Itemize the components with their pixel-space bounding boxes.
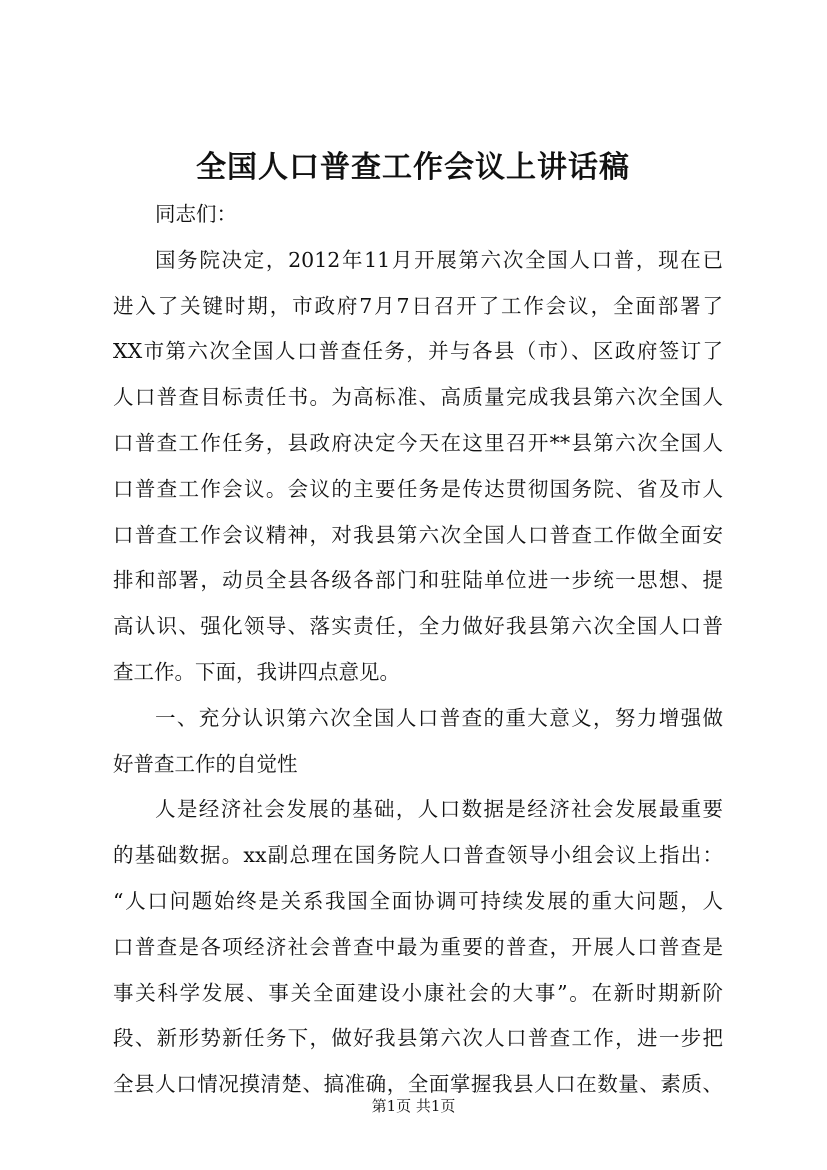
section-heading-line: 一、充分认识第六次全国人口普查的重大意义，努力增强做	[155, 705, 723, 730]
paragraph-line: 国务院决定，2012年11月开展第六次全国人口普，现在已	[155, 247, 723, 272]
salutation: 同志们：	[155, 202, 237, 226]
document-title: 全国人口普查工作会议上讲话稿	[196, 150, 630, 185]
paragraph-line: 进入了关键时期，市政府7月7日召开了工作会议，全面部署了	[113, 293, 723, 318]
paragraph-line: 的基础数据。xx副总理在国务院人口普查领导小组会议上指出：	[113, 843, 723, 868]
paragraph-line: 查工作。下面，我讲四点意见。	[113, 659, 400, 684]
paragraph-line: 口普查是各项经济社会普查中最为重要的普查，开展人口普查是	[113, 934, 723, 959]
paragraph-line: 口普查工作会议。会议的主要任务是传达贯彻国务院、省及市人	[113, 476, 723, 501]
paragraph-line: 口普查工作任务，县政府决定今天在这里召开**县第六次全国人	[113, 430, 723, 455]
paragraph-line: XX市第六次全国人口普查任务，并与各县（市）、区政府签订了	[113, 339, 723, 364]
page-number: 第1页 共1页	[371, 1097, 456, 1115]
paragraph-line: 人口普查目标责任书。为高标准、高质量完成我县第六次全国人	[113, 385, 723, 410]
paragraph-line: 段、新形势新任务下，做好我县第六次人口普查工作，进一步把	[113, 1026, 723, 1051]
paragraph-line: 人是经济社会发展的基础，人口数据是经济社会发展最重要	[155, 797, 723, 822]
section-heading-line: 好普查工作的自觉性	[113, 751, 298, 776]
paragraph-line: 事关科学发展、事关全面建设小康社会的大事”。在新时期新阶	[113, 980, 723, 1005]
document-body	[113, 192, 723, 1108]
paragraph-line: 口普查工作会议精神，对我县第六次全国人口普查工作做全面安	[113, 522, 723, 547]
paragraph-line: 排和部署，动员全县各级各部门和驻陆单位进一步统一思想、提	[113, 568, 723, 593]
paragraph-line: “人口问题始终是关系我国全面协调可持续发展的重大问题，人	[113, 888, 723, 913]
paragraph-line: 高认识、强化领导、落实责任，全力做好我县第六次全国人口普	[113, 614, 723, 639]
paragraph-line: 全县人口情况摸清楚、搞准确，全面掌握我县人口在数量、素质、	[113, 1072, 723, 1097]
